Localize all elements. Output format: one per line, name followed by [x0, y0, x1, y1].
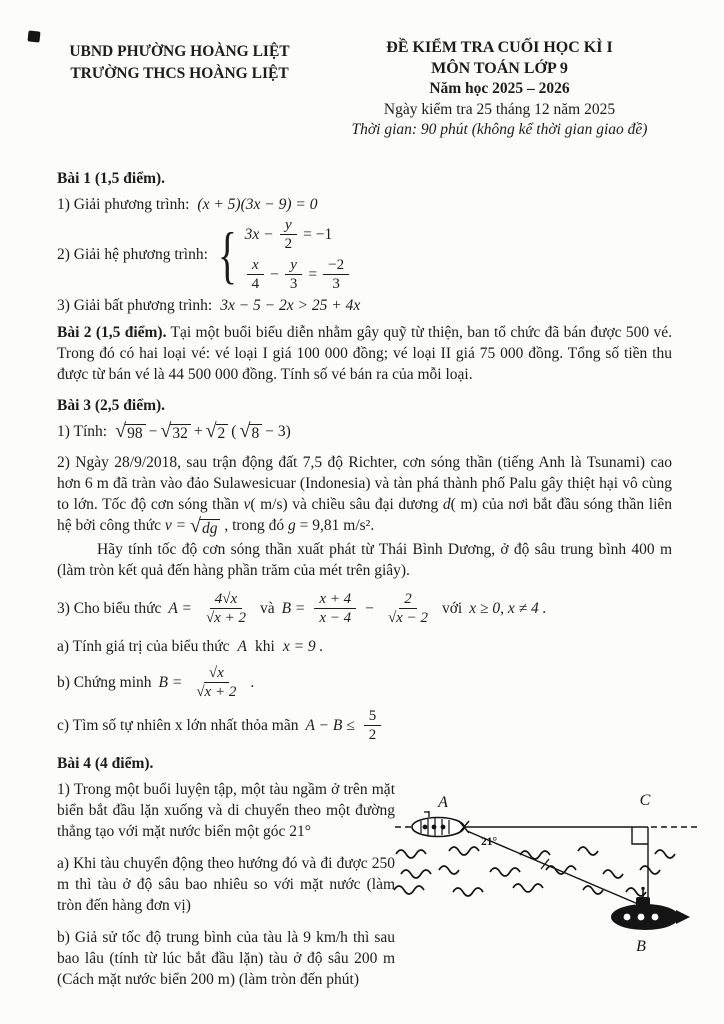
system-equation-1 [245, 217, 351, 252]
problem-1-q1 [57, 194, 672, 215]
document-body [57, 38, 672, 990]
qc-text: c) Tìm số tự nhiên x lớn nhất thỏa mãn [57, 717, 299, 735]
sqrt-8: √ 8 [239, 421, 262, 442]
system-equation-2 [245, 257, 351, 292]
q2-text-4: , trong đó [220, 517, 289, 535]
q3-lead: 3) Cho biểu thức [57, 600, 162, 618]
org-line-1: UBND PHƯỜNG HOÀNG LIỆT [69, 43, 290, 60]
system-brace: { [217, 218, 237, 290]
problem-3-q2 [57, 452, 672, 537]
submarine-a-icon [412, 811, 469, 837]
exam-title: ĐỀ KIỂM TRA CUỐI HỌC KÌ I [386, 39, 613, 56]
q1-label: 1) Giải phương trình: [57, 195, 190, 213]
var-g: g [288, 517, 296, 535]
point-label-c: C [639, 792, 651, 810]
submarine-diagram [393, 791, 715, 965]
fraction-x-4: $\frac{x}{4}$ [247, 257, 265, 292]
minus-op: − [148, 423, 158, 441]
problem-3-q2-part2: Hãy tính tốc độ cơn sóng thần xuất phát từ Thái Bình Dương, ở độ sâu trung bình 400 m (làm tròn kết quả đến hàng phần trăm của mét trên giây). [57, 541, 672, 580]
q3-label: 3) Giải bất phương trình: [57, 297, 213, 315]
q3-cond-pre: với [441, 600, 463, 618]
problem-4-text-column [57, 779, 395, 990]
problem-3-q3 [57, 591, 672, 626]
point-label-a: A [438, 794, 448, 812]
expr-a-lhs: A = [168, 600, 192, 618]
q2-label: 2) Giải hệ phương trình: [57, 245, 208, 263]
problem-4-body [57, 779, 672, 990]
q3-condition: x ≥ 0, x ≠ 4 . [469, 600, 547, 618]
problem-3-b [57, 665, 672, 700]
problem-3-title: Bài 3 (2,5 điểm). [57, 397, 166, 415]
problem-3-c [57, 708, 672, 743]
q2-text-5: = 9,81 m/s². [295, 517, 375, 535]
problem-3-q1 [57, 421, 672, 442]
problem-4-q1: 1) Trong một buổi luyện tập, một tàu ngầm ở trên mặt biển bắt đầu lặn xuống và di chuyển theo một đường thẳng tạo với mặt nước biển một góc 21° [57, 781, 395, 841]
problem-3-a [57, 636, 672, 657]
submarine-b-icon [611, 887, 690, 930]
eq1-rhs: = −1 [303, 225, 333, 243]
exam-date: Ngày kiểm tra 25 tháng 12 năm 2025 [383, 100, 616, 118]
problem-4-a: a) Khi tàu chuyển động theo hướng đó và đi được 250 m thì tàu ở độ sâu bao nhiêu so với mặt nước (làm tròn đến hàng đơn vị) [57, 855, 395, 915]
q1-equation: (x + 5)(3x − 9) = 0 [197, 195, 318, 213]
fraction-b2: $\frac{2}{√x - 2}$ [387, 591, 428, 627]
scan-artifact [27, 30, 40, 42]
school-year: Năm học 2025 – 2026 [429, 80, 570, 97]
eq2-equals: = [308, 266, 318, 284]
fraction-b-proof: $\frac{√x}{√x + 2}$ [196, 664, 237, 700]
problem-1-q3 [57, 295, 672, 316]
problem-2-title: Bài 2 (1,5 điểm). [57, 324, 167, 342]
problem-4-title: Bài 4 (4 điểm). [57, 755, 154, 773]
plus-op: + [193, 423, 203, 441]
water-wave-lines [394, 847, 675, 896]
fraction-a: $\frac{4√x}{√x + 2}$ [205, 591, 246, 627]
fraction-5-2: $\frac{5}{2}$ [364, 708, 382, 743]
q2-text-1: 2) Ngày 28/9/2018, sau trận động đất 7,5 độ Richter, cơn sóng thần (tiếng Anh là Tsunami) cao hơn 6 m đã tràn vào đảo Sulawesicuar (Indonesia) và tàn phá thành phố Palu gây thiệt hại vô cùng to lớn. Tốc độ cơn sóng thần [57, 454, 672, 514]
exam-duration: Thời gian: 90 phút (không kể thời gian giao đề) [351, 121, 648, 138]
angle-label: 21° [481, 836, 498, 849]
problem-1-q2 [57, 217, 672, 293]
qa-value: x = 9 . [282, 637, 324, 655]
q1-label: 1) Tính: [57, 423, 108, 441]
equation-system [245, 217, 351, 293]
fraction-y-3: $\frac{y}{3}$ [285, 257, 303, 292]
var-v: v [243, 496, 251, 514]
q2-text-2: ( m/s) và chiều sâu đại dương [250, 496, 443, 514]
problem-2 [57, 322, 672, 385]
eq2-minus: − [270, 266, 279, 284]
sqrt-sign: √ [189, 515, 201, 538]
eq1-lhs: 3x − [244, 225, 274, 243]
exam-header [57, 38, 672, 141]
sqrt-sign: √ [239, 420, 251, 443]
sqrt-sign: √ [205, 420, 217, 443]
sqrt-dg: √ dg [190, 516, 220, 537]
qc-inequality: A − B ≤ [305, 717, 355, 735]
expr-tail: − 3) [265, 423, 291, 441]
expr-b-lhs: B = [281, 600, 306, 618]
qb-lhs: B = [158, 673, 183, 691]
sqrt-sign: √ [160, 420, 172, 443]
open-paren: ( [231, 423, 237, 441]
qa-text: a) Tính giá trị của biểu thức [57, 637, 230, 655]
var-d: d [442, 496, 451, 514]
sqrt-98: √ 98 [115, 421, 145, 442]
sqrt-2: √ 2 [206, 421, 229, 442]
problem-1-title: Bài 1 (1,5 điểm). [57, 169, 166, 187]
right-angle-mark [632, 827, 648, 844]
var-a: A [237, 637, 247, 655]
school-header [57, 38, 302, 141]
qb-text: b) Chứng minh [57, 673, 152, 691]
exam-title-block [327, 38, 672, 141]
problem-2-text: Tại một buổi biểu diễn nhằm gây quỹ từ thiện, ban tổ chức đã bán được 500 vé. Trong đó có hai loại vé: vé loại I giá 100 000 đồng; vé loại II giá 75 000 đồng. Tổng số tiền thu được từ bán vé là 44 500 000 đồng. Tính số vé bán ra của mỗi loại. [57, 324, 672, 384]
sqrt-32: √ 32 [160, 421, 190, 442]
fraction-b1: $\frac{x + 4}{x - 4}$ [314, 591, 356, 626]
q3-inequality: 3x − 5 − 2x > 25 + 4x [220, 297, 361, 315]
exam-subject: MÔN TOÁN LỚP 9 [431, 59, 568, 77]
submarine-diagram-svg [393, 791, 715, 965]
radical-expression [115, 421, 291, 442]
q2-text-3: ( m) của nơi bắt đầu sóng thần liên hệ bởi công thức [57, 496, 673, 535]
period: . [250, 673, 255, 691]
sqrt-sign: √ [115, 420, 127, 443]
q3-and: và [259, 600, 275, 618]
point-label-b: B [636, 938, 646, 956]
fraction-y-2: $\frac{y}{2}$ [280, 217, 298, 252]
org-line-2: TRƯỜNG THCS HOÀNG LIỆT [70, 65, 289, 82]
qa-mid: khi [255, 637, 275, 655]
fraction-neg2-3: $\frac{-2}{3}$ [323, 257, 349, 292]
problem-4-b: b) Giả sử tốc độ trung bình của tàu là 9 km/h thì sau bao lâu (tính từ lúc bắt đầu lặn) tàu ở độ sâu 200 m (Cách mặt nước biển 200 m) (làm tròn đến phút) [57, 929, 395, 989]
minus-op: − [365, 600, 374, 618]
formula-lhs: v = [164, 517, 187, 535]
